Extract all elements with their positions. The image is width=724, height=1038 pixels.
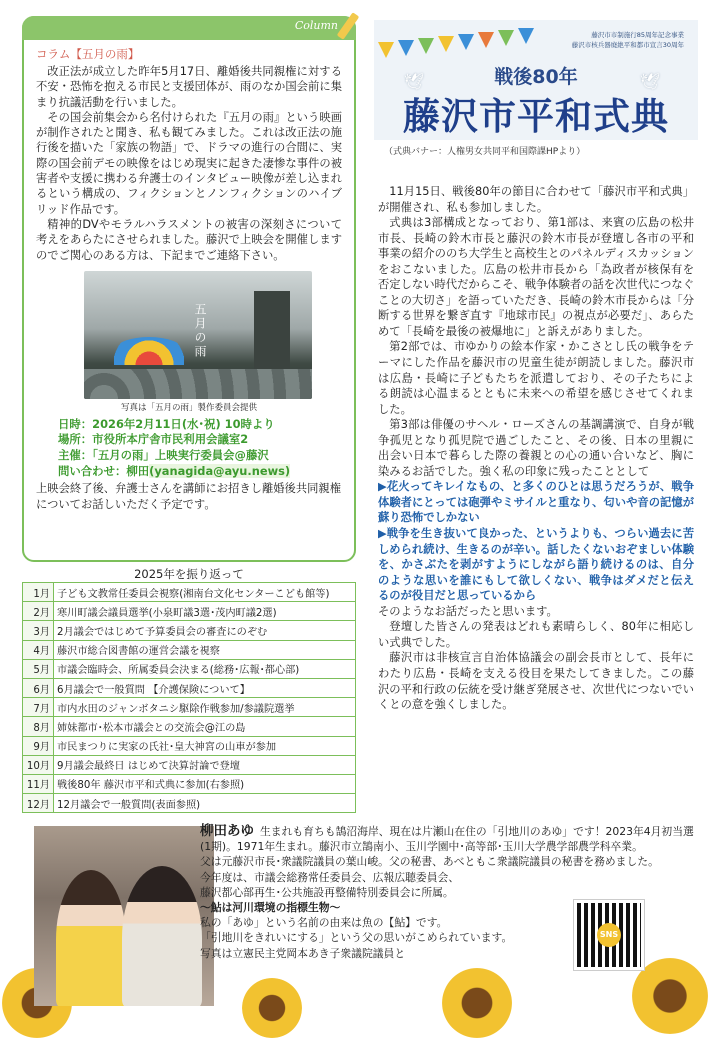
timeline-title: 2025年を振り返って — [134, 567, 244, 581]
photo-caption: 写真は「五月の雨」製作委員会提供 — [120, 402, 257, 413]
column-paragraph: 改正法が成立した昨年5月17日、離婚後共同親権に対する不安・恐怖を抱える市民と支援団体が、雨のなか国会前に集まり抗議活動を行いました。 — [36, 65, 342, 109]
banner-80-years: 戦後80年 — [494, 66, 578, 88]
dove-icon: 🕊 — [404, 72, 425, 91]
article-closing: 藤沢市は非核宣言自治体協議会の副会長市として、長年にわたり広島・長崎を支える役目を果たしてきました。この藤沢の平和行政の伝統を受け継ぎ発展させ、次世代につないでいくとの意を強くしました。 — [378, 651, 694, 712]
profile-intro-line — [200, 824, 700, 854]
article-quote: ▶戦争を生き抜いて良かった、というよりも、つらい過去に苦しめられ続け、生きるのが辛い。話したくないおぞましい体験を、かさぶたを剥がすようにしながら語り続けるのは、自分のような思いを誰にもして欲しくない、戦争はダメだと伝えるのが役目だと思っているから — [378, 527, 694, 603]
column-title: コラム【五月の雨】 — [36, 47, 140, 61]
timeline-event: 市議会臨時会、所属委員会決まる(総務･広報･都心部) — [54, 659, 356, 678]
timeline-row — [23, 678, 356, 697]
timeline-event: 12月議会で一般質問(表面参照) — [54, 794, 356, 813]
photo-umbrella — [114, 337, 184, 365]
bunting-flag — [438, 36, 454, 52]
event-date: 日時：2026年2月11日(水･祝) 10時より — [58, 416, 275, 431]
timeline-month: 1月 — [23, 583, 54, 602]
event-after-text: 上映会終了後、弁護士さんを講師にお招きし離婚後共同親権についてお話しいただく予定です。 — [36, 482, 342, 511]
sunflower-icon — [242, 978, 302, 1038]
timeline-row — [23, 774, 356, 793]
article-paragraph: 第3部は俳優のサヘル・ローズさんの基調講演で、自身が戦争孤児となり孤児院で過ごしたこと、その後、日本の里親に出会い日本で暮らした際の養親との心の通い合いなど、胸に染みるお話でした。強く私の印象に残ったこととして — [378, 418, 694, 478]
photo-person-yellow — [56, 870, 126, 1006]
column-box — [22, 16, 356, 562]
qr-code[interactable] — [574, 900, 644, 970]
timeline-row — [23, 717, 356, 736]
timeline-month: 3月 — [23, 621, 54, 640]
timeline-month: 9月 — [23, 736, 54, 755]
qr-sns-badge: SNS — [597, 923, 621, 947]
profile-line: 写真は立憲民主党岡本あき子衆議院議員と — [200, 946, 406, 960]
timeline-event: 6月議会で一般質問 【介護保険について】 — [54, 678, 356, 697]
timeline-month: 2月 — [23, 602, 54, 621]
timeline-month: 12月 — [23, 794, 54, 813]
timeline-row — [23, 659, 356, 678]
profile-line: 私の「あゆ」という名前の由来は魚の【鮎】です。 — [200, 916, 448, 930]
article-paragraph: 11月15日、戦後80年の節目に合わせて「藤沢市平和式典」が開催され、私も参加しました。 — [378, 185, 694, 214]
timeline-row — [23, 755, 356, 774]
event-contact-label: 問い合わせ：柳田 — [58, 463, 150, 478]
timeline-event: 藤沢市総合図書館の運営会議を視察 — [54, 640, 356, 659]
timeline-row — [23, 698, 356, 717]
article-body — [378, 184, 694, 713]
bunting-flag — [378, 42, 394, 58]
bunting-flag — [498, 30, 514, 46]
timeline-row — [23, 621, 356, 640]
timeline-month: 6月 — [23, 678, 54, 697]
profile-line: 「引地川をきれいにする」という父の思いがこめられています。 — [200, 931, 513, 945]
timeline-table — [22, 582, 356, 813]
timeline-row — [23, 583, 356, 602]
timeline-event: 市内水田のジャンボタニシ駆除作戦参加/参議院選挙 — [54, 698, 356, 717]
column-paragraph: その国会前集会から名付けられた『五月の雨』という映画が制作されたと聞き、私も観てみました。これは改正法の施行後を描いた「家族の物語」で、ドラマの進行の合間に、実際の国会前デモの映像をはじめ現実に起きた凄惨な事件の被害者や支援に携わる弁護士のインタビュー映像が差し込まれるという構成の、フィクションとノンフィクションのハイブリッド作品です。 — [36, 110, 342, 216]
article-closing: 登壇した皆さんの発表はどれも素晴らしく、80年に相応しい式典でした。 — [378, 620, 694, 649]
profile-section — [22, 818, 702, 1024]
photo-person-white — [122, 866, 202, 1006]
column-tab-label: Column — [294, 19, 338, 32]
profile-line: 藤沢都心部再生･公共施設再整備特別委員会に所属。 — [200, 885, 454, 899]
timeline-event: 市民まつりに実家の氏社･皇大神宮の山車が参加 — [54, 736, 356, 755]
dove-icon: 🕊 — [640, 72, 661, 91]
article-closing: そのようなお話だったと思います。 — [378, 604, 558, 618]
timeline-row — [23, 640, 356, 659]
timeline-event: 姉妹都市･松本市議会との交流会@江の島 — [54, 717, 356, 736]
profile-heading: ～鮎は河川環境の指標生物～ — [200, 901, 341, 915]
bunting-flag — [458, 34, 474, 50]
article-paragraph: 式典は3部構成となっており、第1部は、来賓の広島の松井市長、長崎の鈴木市長と藤沢の鈴木市長が登壇し各市の平和事業の紹介ののち大学生と高校生とのパネルディスカッションをおこないました。広島の松井市長から「為政者が核保有を否定しない時代だからこそ、戦争体験者の話を次世代につなぐことの大切さ」を語っていただき、長崎の鈴木市長からは「分断する世界を繋ぎ直す『地球市民』の視点が必要だ」、あらためて「長崎を最後の被爆地に」と訴えがありました。 — [378, 216, 694, 338]
article-paragraph: 第2部では、市ゆかりの絵本作家・かこさとし氏の戦争をテーマにした作品を藤沢市の児童生徒が朗読しました。藤沢市は広島・長崎に子どもたちを派遣しており、その子たちによる朗読は心温まるとともに未来への希望を感じさせてくれました。 — [378, 340, 694, 416]
timeline-month: 8月 — [23, 717, 54, 736]
profile-line: 今年度は、市議会総務常任委員会、広報広聴委員会、 — [200, 870, 460, 884]
timeline-month: 10月 — [23, 755, 54, 774]
column-tab — [22, 16, 356, 40]
banner-main-title: 藤沢市平和式典 — [403, 95, 669, 138]
photo-title: 五月の雨 — [193, 302, 207, 359]
timeline-event: 子ども文教常任委員会視察(湘南台文化センターこども館等) — [54, 583, 356, 602]
bunting-flag — [418, 38, 434, 54]
peace-ceremony-banner — [374, 20, 698, 140]
bunting-flag — [518, 28, 534, 44]
timeline-event: 戦後80年 藤沢市平和式典に参加(右参照) — [54, 774, 356, 793]
photo-crowd — [84, 369, 312, 399]
banner-subtitle-1: 藤沢市市制施行85周年記念事業 — [591, 31, 684, 39]
timeline-event: 9月議会最終日 はじめて決算討論で登壇 — [54, 755, 356, 774]
timeline-row — [23, 602, 356, 621]
profile-intro: 生まれも育ちも鵠沼海岸、現在は片瀬山在住の「引地川のあゆ」です！2023年4月初当選(1期)。1971年生まれ。藤沢市立鵠南小、玉川学園中･高等部･玉川大学農学部農学科卒業。 — [200, 825, 694, 854]
timeline-month: 11月 — [23, 774, 54, 793]
movie-photo — [84, 271, 312, 399]
event-place: 場所：市役所本庁舎市民利用会議室2 — [58, 432, 249, 447]
bunting-flag — [478, 32, 494, 48]
profile-photo — [34, 826, 214, 1006]
profile-name: 柳田あゆ — [200, 823, 254, 839]
timeline-row — [23, 736, 356, 755]
banner-subtitle-2: 藤沢市核兵器廃絶平和都市宣言30周年 — [571, 41, 684, 49]
bunting-flag — [398, 40, 414, 56]
profile-line: 父は元藤沢市長･衆議院議員の葉山峻。父の秘書、あべともこ衆議院議員の秘書を務めました。 — [200, 855, 659, 869]
timeline-month: 4月 — [23, 640, 54, 659]
timeline-row — [23, 794, 356, 813]
banner-caption: （式典バナー：人権男女共同平和国際課HPより） — [384, 147, 586, 157]
timeline-month: 7月 — [23, 698, 54, 717]
timeline-month: 5月 — [23, 659, 54, 678]
event-contact — [58, 464, 342, 480]
column-paragraph: 精神的DVやモラルハラスメントの被害の深刻さについて考えをあらたにさせられました。藤沢で上映会を開催しますのでご関心のある方は、下記までご連絡下さい。 — [36, 217, 342, 262]
timeline-event: 寒川町議会議員選挙(小泉町議3選･茂内町議2選) — [54, 602, 356, 621]
article-quote: ▶花火ってキレイなもの、と多くのひとは思うだろうが、戦争体験者にとっては砲弾やミサイルと重なり、匂いや音の記憶が蘇り恐怖でしかない — [378, 480, 694, 525]
sunflower-icon — [442, 968, 512, 1038]
event-host: 主催：「五月の雨」上映実行委員会@藤沢 — [58, 448, 269, 463]
event-contact-email[interactable]: (yanagida@ayu.news) — [149, 463, 291, 478]
timeline-event: 2月議会ではじめて予算委員会の審査にのぞむ — [54, 621, 356, 640]
